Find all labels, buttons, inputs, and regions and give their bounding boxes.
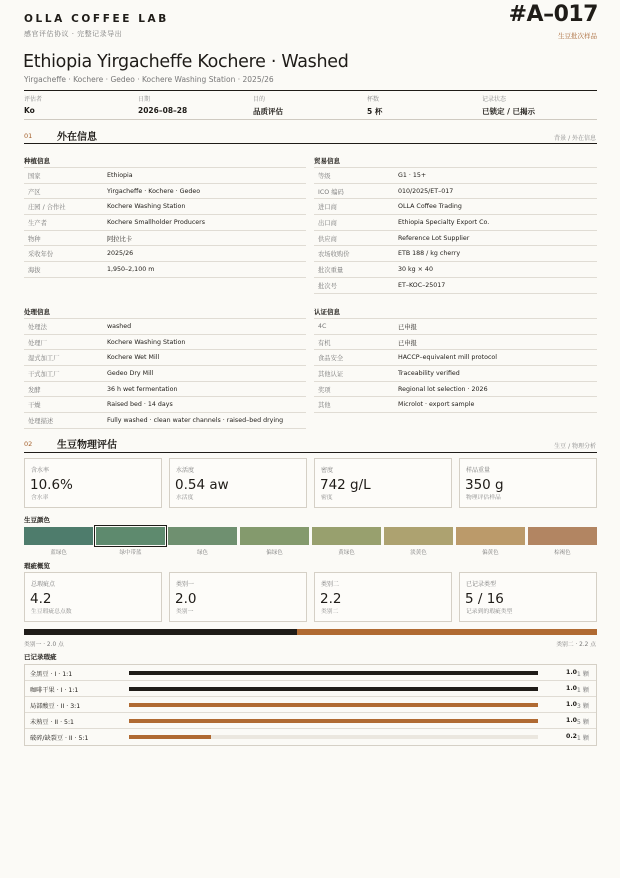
meta-value-date: 2026–08–28 bbox=[138, 106, 188, 115]
group-title-cultivation: 种植信息 bbox=[24, 157, 50, 165]
meta-label-assessor: 评估者 bbox=[24, 96, 43, 103]
defect-split-bar bbox=[24, 629, 597, 635]
metric-sub: 含水率 bbox=[31, 495, 49, 501]
table-row: 奖项 Regional lot selection · 2026 bbox=[314, 381, 597, 397]
defect-row bbox=[25, 713, 596, 729]
color-swatch bbox=[96, 527, 165, 545]
defect-count: 1 颗 bbox=[576, 687, 589, 694]
table-row: 等级 G1 · 15+ bbox=[314, 168, 597, 184]
meta-label-purpose: 目的 bbox=[253, 96, 266, 103]
lot-tag: 生豆批次样品 bbox=[558, 32, 597, 40]
group-title-processing: 处理信息 bbox=[24, 308, 50, 316]
defect-bar-fill bbox=[129, 703, 538, 707]
metric-label: 水活度 bbox=[176, 467, 195, 474]
color-swatch bbox=[24, 527, 93, 545]
group-title-certification: 认证信息 bbox=[314, 308, 340, 316]
metric-sub: 密度 bbox=[321, 495, 333, 501]
section-title: 外在信息 bbox=[57, 132, 97, 143]
defect-value: 1.0 bbox=[566, 685, 577, 692]
defect-card-category-1 bbox=[169, 572, 307, 622]
defect-section-title: 瑕疵概览 bbox=[24, 562, 50, 570]
table-row: 干式加工厂 Gedeo Dry Mill bbox=[24, 366, 306, 382]
metric-value: 350 g bbox=[465, 477, 504, 493]
section-title: 生豆物理评估 bbox=[57, 440, 117, 451]
color-swatch-label: 偏绿色 bbox=[266, 550, 283, 556]
color-swatch bbox=[528, 527, 597, 545]
metric-value: 5 / 16 bbox=[465, 591, 504, 607]
defect-value: 1.0 bbox=[566, 717, 577, 724]
metric-sub: 记录到的瑕疵类型 bbox=[466, 609, 513, 615]
defect-row bbox=[25, 697, 596, 713]
table-row: 处理描述 Fully washed · clean water channels · raised–bed drying bbox=[24, 413, 306, 429]
meta-label-cups: 杯数 bbox=[367, 96, 380, 103]
metric-label: 含水率 bbox=[31, 467, 50, 474]
meta-value-cups: 5 杯 bbox=[367, 107, 383, 116]
table-row: 其他认证 Traceability verified bbox=[314, 366, 597, 382]
defect-name: 局部酸豆 · II · 3:1 bbox=[30, 703, 81, 710]
metric-label: 样品重量 bbox=[466, 467, 491, 474]
metric-sub: 物理评估样品 bbox=[466, 495, 501, 501]
brand-subtitle: 感官评估协议 · 完整记录导出 bbox=[24, 30, 123, 38]
defect-list bbox=[24, 664, 597, 746]
defect-split-category-2 bbox=[297, 629, 597, 635]
table-row: 农场收购价 ETB 188 / kg cherry bbox=[314, 246, 597, 262]
group-title-trade: 贸易信息 bbox=[314, 157, 340, 165]
defect-bar-track bbox=[129, 671, 538, 675]
metric-sub: 类别一 bbox=[176, 609, 194, 615]
defect-row bbox=[25, 665, 596, 681]
defect-bar-track bbox=[129, 719, 538, 723]
defect-count: 5 颗 bbox=[576, 719, 589, 726]
meta-label-date: 日期 bbox=[138, 96, 151, 103]
table-row: 产区 Yirgacheffe · Kochere · Gedeo bbox=[24, 183, 306, 199]
metric-label: 已记录类型 bbox=[466, 581, 497, 588]
table-row: 供应商 Reference Lot Supplier bbox=[314, 230, 597, 246]
defect-count: 3 颗 bbox=[576, 703, 589, 710]
trade-table bbox=[314, 167, 597, 294]
section-divider bbox=[24, 143, 597, 144]
defect-bar-track bbox=[129, 735, 538, 739]
color-swatch-label: 偏黄色 bbox=[482, 550, 499, 556]
metric-sub: 水活度 bbox=[176, 495, 194, 501]
table-row: 庄园 / 合作社 Kochere Washing Station bbox=[24, 199, 306, 215]
defect-list-title: 已记录瑕疵 bbox=[24, 653, 57, 661]
section-number: 01 bbox=[24, 132, 33, 140]
table-row: 干燥 Raised bed · 14 days bbox=[24, 397, 306, 413]
defect-name: 全黑豆 · I · 1:1 bbox=[30, 671, 73, 678]
metric-label: 密度 bbox=[321, 467, 334, 474]
metric-value: 0.54 aw bbox=[175, 477, 229, 493]
defect-name: 破碎/缺裂豆 · II · 5:1 bbox=[30, 735, 89, 742]
defect-name: 咖啡干果 · I · 1:1 bbox=[30, 687, 79, 694]
cultivation-table bbox=[24, 167, 306, 278]
brand-name: OLLA COFFEE LAB bbox=[24, 13, 169, 25]
defect-value: 1.0 bbox=[566, 701, 577, 708]
table-row: 批次重量 30 kg × 40 bbox=[314, 262, 597, 278]
defect-bar-track bbox=[129, 687, 538, 691]
split-label-category-1: 类别一 · 2.0 点 bbox=[24, 642, 64, 648]
color-swatch bbox=[384, 527, 453, 545]
color-swatch-label: 绿色 bbox=[197, 550, 209, 556]
page-title: Ethiopia Yirgacheffe Kochere · Washed bbox=[23, 52, 349, 72]
color-swatch-label: 棕褐色 bbox=[554, 550, 571, 556]
defect-count: 1 颗 bbox=[576, 735, 589, 742]
section-breadcrumb: 背景 / 外在信息 bbox=[554, 135, 596, 142]
color-swatch bbox=[456, 527, 525, 545]
color-section-title: 生豆颜色 bbox=[24, 516, 50, 524]
metric-label: 类别一 bbox=[176, 581, 195, 588]
defect-bar-fill bbox=[129, 735, 211, 739]
metric-value: 4.2 bbox=[30, 591, 52, 607]
defect-card-types bbox=[459, 572, 597, 622]
table-row: 4C 已申报 bbox=[314, 319, 597, 335]
table-row: 其他 Microlot · export sample bbox=[314, 397, 597, 413]
table-row: 处理法 washed bbox=[24, 319, 306, 335]
color-swatch-label: 黄绿色 bbox=[338, 550, 355, 556]
defect-row bbox=[25, 729, 596, 745]
color-swatch-label: 淡黄色 bbox=[410, 550, 427, 556]
metric-card-water-activity bbox=[169, 458, 307, 508]
metric-value: 742 g/L bbox=[320, 477, 371, 493]
table-row: 有机 已申报 bbox=[314, 334, 597, 350]
color-swatch-label: 绿中带蓝 bbox=[119, 550, 142, 556]
meta-divider bbox=[24, 119, 597, 120]
table-row: 海拔 1,950–2,100 m bbox=[24, 262, 306, 278]
table-row: 湿式加工厂 Kochere Wet Mill bbox=[24, 350, 306, 366]
table-row: 批次号 ET–KOC–25017 bbox=[314, 277, 597, 293]
processing-table bbox=[24, 318, 306, 429]
table-row: 发酵 36 h wet fermentation bbox=[24, 381, 306, 397]
color-swatch-label: 蓝绿色 bbox=[50, 550, 67, 556]
color-swatch bbox=[312, 527, 381, 545]
section-divider bbox=[24, 452, 597, 453]
defect-card-category-2 bbox=[314, 572, 452, 622]
table-row: 出口商 Ethiopia Specialty Export Co. bbox=[314, 215, 597, 231]
table-row: ICO 编码 010/2025/ET–017 bbox=[314, 183, 597, 199]
metric-value: 10.6% bbox=[30, 477, 73, 493]
table-row: 处理厂 Kochere Washing Station bbox=[24, 334, 306, 350]
metric-sub: 类别二 bbox=[321, 609, 339, 615]
defect-bar-fill bbox=[129, 719, 538, 723]
header-divider bbox=[24, 90, 597, 91]
metric-sub: 生豆瑕疵总点数 bbox=[31, 609, 72, 615]
table-row: 物种 阿拉比卡 bbox=[24, 230, 306, 246]
defect-bar-fill bbox=[129, 687, 538, 691]
color-swatch bbox=[168, 527, 237, 545]
table-row: 国家 Ethiopia bbox=[24, 168, 306, 184]
certification-table bbox=[314, 318, 597, 413]
defect-count: 1 颗 bbox=[576, 671, 589, 678]
metric-card-moisture bbox=[24, 458, 162, 508]
split-label-category-2: 类别二 · 2.2 点 bbox=[556, 642, 596, 648]
section-breadcrumb: 生豆 / 物理分析 bbox=[554, 443, 596, 450]
meta-value-status: 已锁定 / 已揭示 bbox=[482, 107, 535, 116]
lot-number: #A–017 bbox=[508, 2, 598, 27]
metric-value: 2.0 bbox=[175, 591, 197, 607]
defect-split-category-1 bbox=[24, 629, 297, 635]
metric-label: 类别二 bbox=[321, 581, 340, 588]
meta-label-status: 记录状态 bbox=[482, 96, 507, 103]
defect-value: 1.0 bbox=[566, 669, 577, 676]
table-row: 采收年份 2025/26 bbox=[24, 246, 306, 262]
metric-card-sample-weight bbox=[459, 458, 597, 508]
defect-card-total bbox=[24, 572, 162, 622]
metric-card-density bbox=[314, 458, 452, 508]
metric-value: 2.2 bbox=[320, 591, 342, 607]
defect-value: 0.2 bbox=[566, 733, 577, 740]
defect-bar-track bbox=[129, 703, 538, 707]
color-swatch bbox=[240, 527, 309, 545]
table-row: 生产者 Kochere Smallholder Producers bbox=[24, 215, 306, 231]
meta-value-assessor: Ko bbox=[24, 106, 35, 115]
page-subtitle: Yirgacheffe · Kochere · Gedeo · Kochere Washing Station · 2025/26 bbox=[24, 75, 274, 84]
defect-row bbox=[25, 681, 596, 697]
table-row: 进口商 OLLA Coffee Trading bbox=[314, 199, 597, 215]
table-row: 食品安全 HACCP–equivalent mill protocol bbox=[314, 350, 597, 366]
defect-name: 未熟豆 · II · 5:1 bbox=[30, 719, 74, 726]
defect-bar-fill bbox=[129, 671, 538, 675]
metric-label: 总瑕疵点 bbox=[31, 581, 56, 588]
section-number: 02 bbox=[24, 440, 33, 448]
meta-value-purpose: 品质评估 bbox=[253, 107, 283, 116]
